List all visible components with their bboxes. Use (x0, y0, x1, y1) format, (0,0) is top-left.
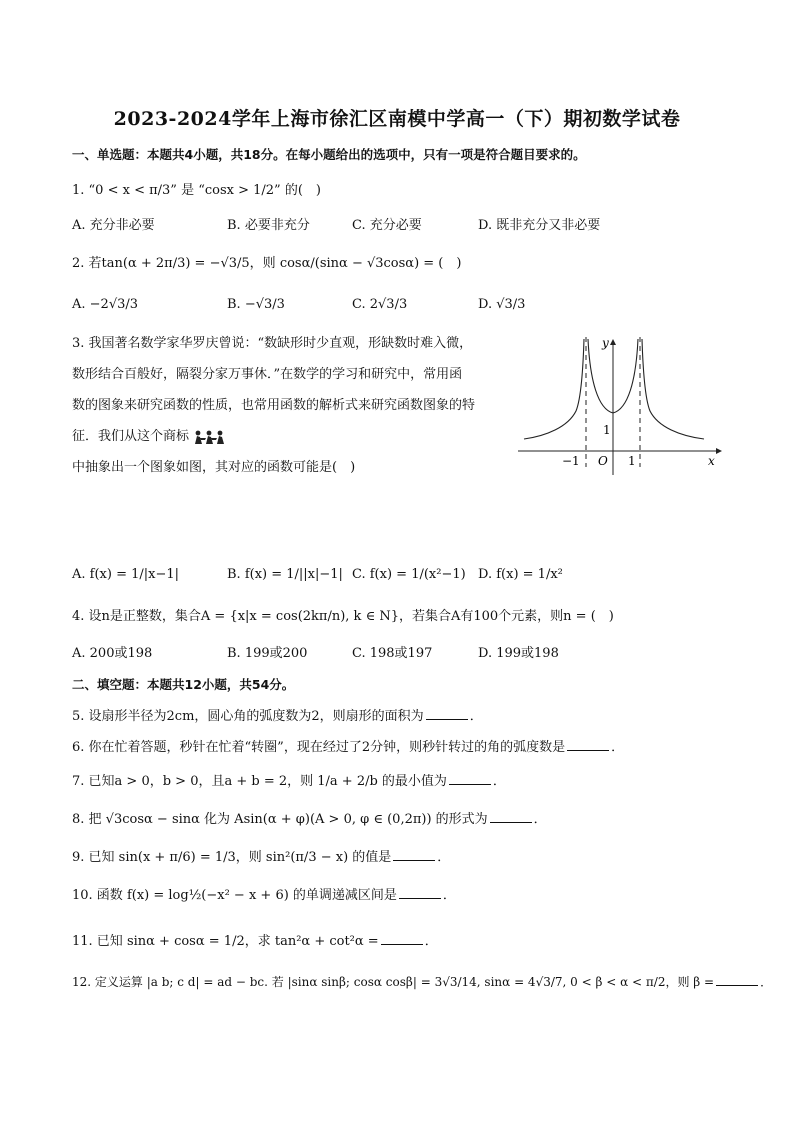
q3-line-5: 中抽象出一个图象如图，其对应的函数可能是( ) (72, 460, 356, 475)
question-2-stem: 2. 若tan(α + 2π/3) = −√3/5，则 cosα/(sinα − √3cosα) = ( ) (72, 256, 462, 271)
fill-question-9: 9. 已知 sin(x + π/6) = 1/3，则 sin²(π/3 − x) 的值是 ． (72, 850, 451, 865)
curve-left-branch (524, 339, 584, 439)
x-axis-arrow-icon (716, 448, 722, 454)
question-3-text (72, 328, 512, 483)
x-axis-label: x (708, 454, 715, 468)
y-tick-label-1: 1 (603, 423, 611, 437)
fill-question-5: 5. 设扇形半径为2cm，圆心角的弧度数为2，则扇形的面积为 ． (72, 709, 483, 724)
kappa-logo-icon (193, 429, 227, 445)
q2-option-b[interactable]: B. −√3/3 (227, 297, 285, 312)
question-4-stem: 4. 设n是正整数，集合A = {x|x = cos(2kπ/n), k ∈ N}，若集合A有100个元素，则n = ( ) (72, 609, 614, 624)
q3-line-4: 征．我们从这个商标 (72, 421, 512, 452)
fill-question-7: 7. 已知a > 0，b > 0，且a + b = 2，则 1/a + 2/b 的最小值为 ． (72, 774, 506, 789)
q1-option-d[interactable]: D. 既非充分又非必要 (478, 218, 601, 233)
q4-option-a[interactable]: A. 200或198 (72, 646, 153, 661)
answer-blank-8[interactable] (490, 810, 532, 823)
q1-option-c[interactable]: C. 充分必要 (352, 218, 422, 233)
answer-blank-10[interactable] (399, 886, 441, 899)
q3-line-2: 数形结合百般好，隔裂分家万事休．”在数学的学习和研究中，常用函 (72, 367, 463, 382)
q2-option-a[interactable]: A. −2√3/3 (72, 297, 139, 312)
q2-option-d[interactable]: D. √3/3 (478, 297, 526, 312)
y-axis-arrow-icon (610, 339, 616, 345)
tick-label-pos-1: 1 (628, 454, 636, 468)
answer-blank-12[interactable] (716, 973, 758, 986)
q1-option-a[interactable]: A. 充分非必要 (72, 218, 155, 233)
answer-blank-9[interactable] (393, 848, 435, 861)
answer-blank-7[interactable] (449, 772, 491, 785)
section-single-choice: 一、单选题：本题共4小题，共18分。在每小题给出的选项中，只有一项是符合题目要求的。 (72, 147, 586, 162)
answer-blank-5[interactable] (426, 707, 468, 720)
tick-label-neg-1: −1 (562, 454, 580, 468)
q2-option-c[interactable]: C. 2√3/3 (352, 297, 408, 312)
q3-line-3: 数的图象来研究函数的性质，也常用函数的解析式来研究函数图象的特 (72, 398, 476, 413)
origin-label: O (598, 454, 608, 468)
fill-question-11: 11. 已知 sinα + cosα = 1/2，求 tan²α + cot²α = ． (72, 934, 438, 949)
fill-question-8: 8. 把 √3cosα − sinα 化为 Asin(α + φ)(A > 0, φ ∈ (0,2π)) 的形式为 ． (72, 812, 547, 827)
fill-question-10: 10. 函数 f(x) = log½(−x² − x + 6) 的单调递减区间是 ． (72, 888, 456, 903)
page-title: 2023-2024学年上海市徐汇区南模中学高一（下）期初数学试卷 (113, 108, 681, 130)
q3-option-c[interactable]: C. f(x) = 1/(x²−1) (352, 567, 466, 582)
question-1-stem: 1. “0 < x < π/3” 是 “cosx > 1/2” 的( ) (72, 183, 321, 198)
q4-option-d[interactable]: D. 199或198 (478, 646, 559, 661)
q3-option-d[interactable]: D. f(x) = 1/x² (478, 567, 563, 582)
answer-blank-11[interactable] (381, 932, 423, 945)
q3-option-a[interactable]: A. f(x) = 1/|x−1| (72, 567, 180, 582)
q1-option-b[interactable]: B. 必要非充分 (227, 218, 310, 233)
q3-option-b[interactable]: B. f(x) = 1/||x|−1| (227, 567, 343, 582)
y-axis-label: y (602, 336, 609, 350)
curve-right-branch (642, 339, 704, 439)
fill-question-6: 6. 你在忙着答题，秒针在忙着“转圈”，现在经过了2分钟，则秒针转过的角的弧度数是 ． (72, 740, 625, 755)
q4-option-c[interactable]: C. 198或197 (352, 646, 433, 661)
function-graph-figure (516, 331, 726, 475)
fill-question-12: 12. 定义运算 |a b; c d| = ad − bc. 若 |sinα sinβ; cosα cosβ| = 3√3/14, sinα = 4√3/7, 0 < β < α < π/2，则 β = ． (72, 975, 773, 989)
section-fill-in: 二、填空题：本题共12小题，共54分。 (72, 677, 295, 692)
q3-line-1: 3. 我国著名数学家华罗庆曾说：“数缺形时少直观，形缺数时难入微， (72, 336, 473, 351)
q4-option-b[interactable]: B. 199或200 (227, 646, 308, 661)
answer-blank-6[interactable] (567, 738, 609, 751)
